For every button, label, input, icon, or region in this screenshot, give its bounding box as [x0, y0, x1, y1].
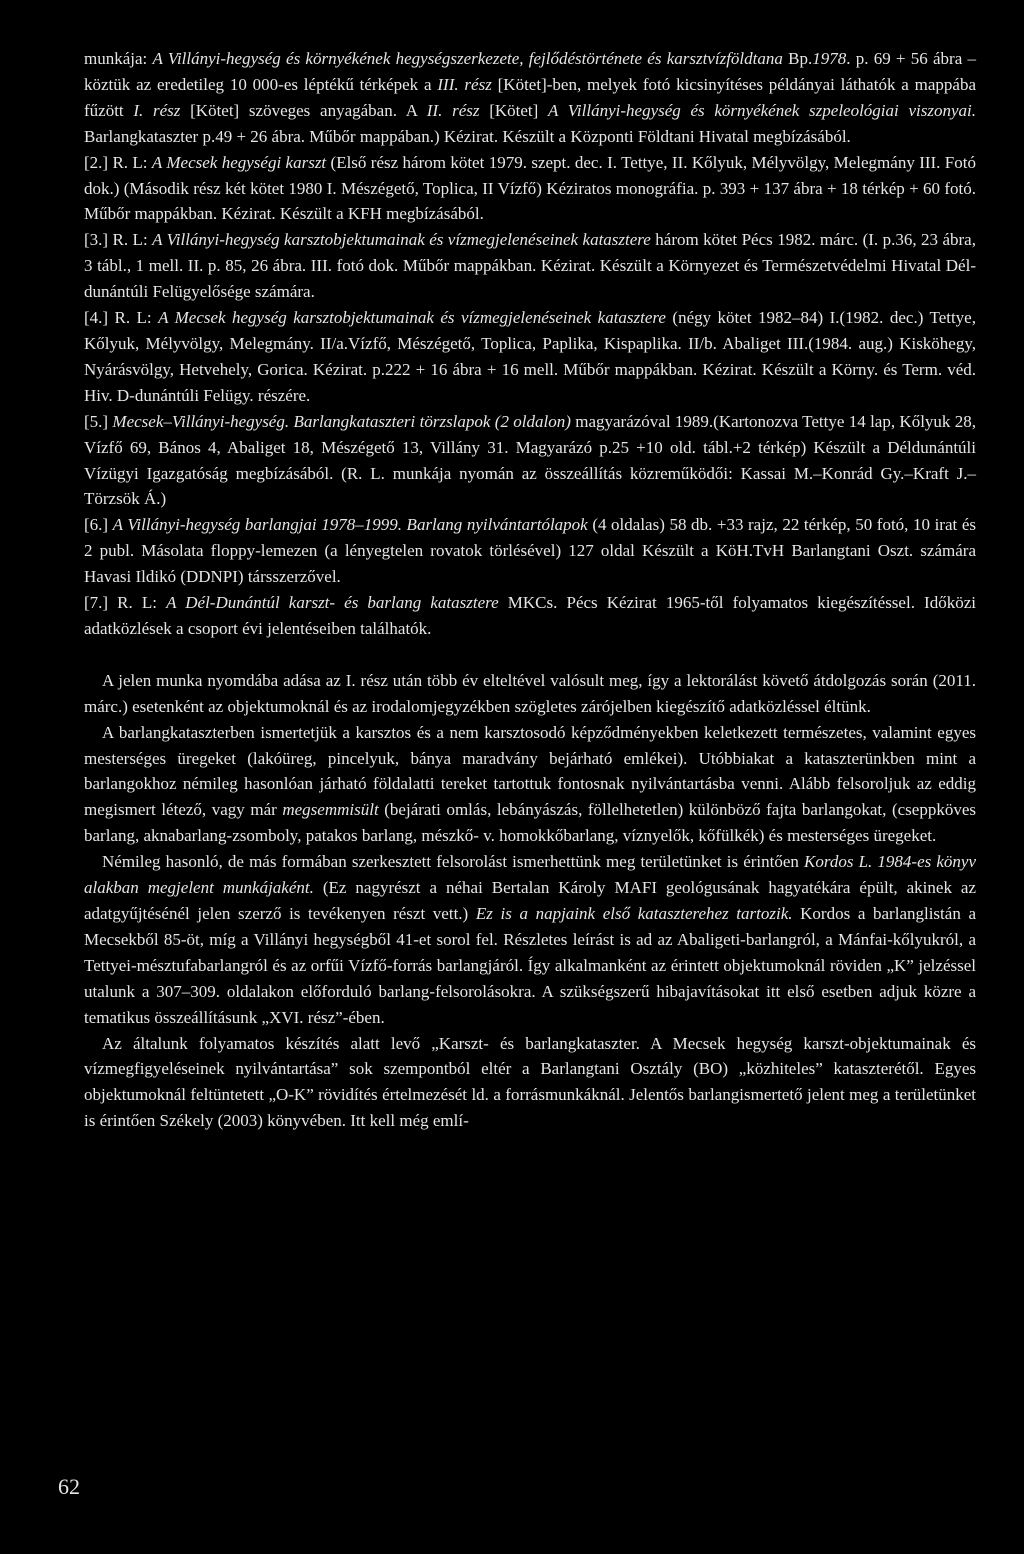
text-span: [4.] R. L: — [84, 308, 159, 328]
reference-list — [84, 46, 976, 642]
italic-text: A Villányi-hegység és környékének szpeleológiai viszonyai. — [548, 100, 976, 120]
italic-text: II. rész — [426, 100, 480, 120]
italic-text: III. rész — [437, 74, 492, 94]
reference-entry — [84, 150, 976, 228]
body-paragraph — [84, 668, 976, 720]
text-span: [3.] R. L: — [84, 230, 153, 250]
italic-text: A Villányi-hegység karsztobjektumainak és vízmegjelenéseinek katasztere — [152, 230, 651, 250]
italic-text: Mecsek–Villányi-hegység. Barlangkataszteri törzslapok (2 oldalon) — [112, 411, 571, 431]
italic-text: Ez is a napjaink első kataszterehez tartozik. — [475, 904, 793, 923]
text-span: [6.] — [84, 515, 113, 535]
italic-text: A Mecsek hegység karsztobjektumainak és vízmegjelenéseinek katasztere — [158, 308, 666, 328]
reference-entry — [84, 512, 976, 590]
body-paragraph — [84, 849, 976, 1030]
section-spacer — [84, 642, 976, 668]
text-span: Barlangkataszter p.49 + 26 ábra. Műbőr mappában.) Kézirat. Készült a Központi Földtani Hivatal megbízásából. — [84, 126, 851, 146]
text-span: [Kötet] szöveges anyagában. A — [180, 100, 427, 120]
text-span: (Ez nagyrészt a néhai Bertalan Károly MAFI geológusának hagyatékára épült, akinek az adatgyűjtésénél jelen szerző is tevékenyen részt vett.) — [84, 878, 976, 923]
page-number: 62 — [58, 1474, 80, 1499]
text-span: A barlangkataszterben ismertetjük a karsztos és a nem karsztosodó képződményekben keletkezett természetes, valamint egyes mesterséges üregeket (lakóüreg, pincelyuk, bánya maradvány bejárható emlékei). Utóbbiakat a kataszterünkben mint a barlangokhoz némileg hasonlóan járható földalatti tereket tartottuk fontosnak nyilvántartásba venni. Alább felsoroljuk az eddig megismert létező, vagy már — [84, 722, 976, 820]
italic-text: A Mecsek hegységi karszt — [151, 152, 327, 172]
text-span: [5.] — [84, 411, 113, 431]
italic-text: Kordos L. 1984-es könyv alakban megjelent munkájaként. — [84, 852, 976, 898]
reference-entry — [84, 305, 976, 409]
text-span: Az általunk folyamatos készítés alatt levő „Karszt- és barlangkataszter. A Mecsek hegység karszt-objektumainak és vízmegfigyeléseinek nyilvántartása” sok szempontból eltér a Barlangtani Osztály (BO) „közhiteles” kataszterétől. Egyes objektumoknál feltüntetett „O-K” rövidítés értelmezését ld. a forrásmunkáknál. Jelentős barlangismertető jelent meg a területünket is érintően Székely (2003) könyvében. Itt kell még emlí- — [84, 1033, 976, 1131]
text-span: [2.] R. L: — [84, 152, 152, 172]
body-paragraph — [84, 1031, 976, 1135]
page-text-block — [84, 46, 976, 1134]
text-span: (Első rész három kötet 1979. szept. dec. I. Tettye, II. Kőlyuk, Mélyvölgy, Melegmány III. Fotó dok.) (Második rész két kötet 1980 I. Mészégető, Toplica, II Vízfő) Kéziratos monográfia. p. 393 + 137 ábra + 18 térkép + 60 fotó. Műbőr mappákban. Kézirat. Készült a KFH megbízásából. — [84, 152, 976, 224]
text-span: [Kötet] — [479, 100, 549, 120]
text-span: MKCs. Pécs Kézirat 1965-től folyamatos kiegészítéssel. Időközi adatközlések a csoport évi jelentéseiben találhatók. — [84, 593, 976, 638]
text-span: [7.] R. L: — [84, 593, 167, 613]
text-span: Kordos a barlanglistán a Mecsekből 85-öt, míg a Villányi hegységből 41-et sorol fel. Részletes leírást is ad az Abaligeti-barlangról, a Mánfai-kőlyukról, a Tettyei-mésztufabarlangról és az orfűi Vízfő-forrás barlangjáról. Így alkalmanként az érintett objektumoknál röviden „K” jelzéssel utalunk a 307–309. oldalakon előforduló barlang-felsorolásokra. A szükségszerű hibajavításokat itt első esetben adjuk közre a tematikus összeállításunk „XVI. rész”-ében. — [84, 904, 976, 1027]
text-span: (négy kötet 1982–84) I.(1982. dec.) Tettye, Kőlyuk, Mélyvölgy, Melegmány. II/a.Vízfő, Mészégető, Toplica, Paplika, Kispaplika. II/b. Abaliget III.(1984. aug.) Kisköhegy, Nyárásvölgy, Hetvehely, Gorica. Kézirat. p.222 + 16 ábra + 16 mell. Műbőr mappákban. Kézirat. Készült a Körny. és Term. véd. Hiv. D-dunántúli Felügy. részére. — [84, 308, 976, 405]
italic-text: A Villányi-hegység és környékének hegységszerkezete, fejlődéstörténete és karsztvízföldtana — [152, 49, 783, 68]
text-span: Bp. — [782, 49, 813, 68]
text-span: magyarázóval 1989.(Kartonozva Tettye 14 lap, Kőlyuk 28, Vízfő 69, Bános 4, Abaliget 18, Mészégető 13, Villány 31. Magyarázó p.25 +10 old. tábl.+2 térkép) Készült a Déldunántúli Vízügyi Igazgatóság megbízásából. (R. L. munkája nyomán az összeállítás közreműködői: Kassai M.–Konrád Gy.–Kraft J.–Törzsök Á.) — [84, 411, 977, 509]
text-span: (bejárati omlás, lebányászás, föllelhetetlen) különböző fajta barlangokat, (cseppköves barlang, aknabarlang-zsomboly, patakos barlang, mészkő- v. homokkőbarlang, víznyelők, kőfülkék) és mesterséges üregeket. — [84, 800, 976, 846]
italic-text: A Dél-Dunántúl karszt- és barlang katasztere — [166, 593, 499, 613]
text-span: (4 oldalas) 58 db. +33 rajz, 22 térkép, 50 fotó, 10 irat és 2 publ. Másolata floppy-lemezen (a lényegtelen rovatok törlésével) 127 oldal Készült a KöH.TvH Barlangtani Oszt. számára Havasi Ildikó (DDNPI) társszerzővel. — [84, 515, 976, 587]
text-span: három kötet Pécs 1982. márc. (I. p.36, 23 ábra, 3 tábl., 1 mell. II. p. 85, 26 ábra. III. fotó dok. Műbőr mappákban. Kézirat. Készült a Környezet és Természetvédelmi Hivatal Dél-dunántúli Felügyelősége számára. — [84, 230, 976, 302]
text-span: A jelen munka nyomdába adása az I. rész után több év elteltével valósult meg, így a lektorálást követő átdolgozás során (2011. márc.) esetenként az objektumoknál és az irodalomjegyzékben szögletes zárójelben kiegészítő adatközléssel éltünk. — [84, 670, 976, 716]
body-paragraph — [84, 720, 976, 850]
text-span: [Kötet]-ben, melyek fotó kicsinyítéses példányai láthatók a mappába fűzött — [84, 74, 976, 120]
reference-entry — [84, 409, 976, 513]
text-span: munkája: — [84, 49, 153, 68]
italic-text: megsemmisült — [282, 800, 379, 820]
italic-text: A Villányi-hegység barlangjai 1978–1999. Barlang nyilvántartólapok — [112, 515, 588, 535]
text-span: Némileg hasonló, de más formában szerkesztett felsorolást ismerhettünk meg területünket is érintően — [102, 852, 805, 872]
text-span: . p. 69 + 56 ábra – köztük az eredetileg 10 000-es léptékű térképek a — [84, 49, 976, 94]
italic-text: 1978 — [812, 49, 847, 68]
body-text — [84, 668, 976, 1134]
reference-entry — [84, 46, 976, 150]
reference-entry — [84, 227, 976, 305]
reference-entry — [84, 590, 976, 642]
italic-text: I. rész — [133, 100, 181, 120]
